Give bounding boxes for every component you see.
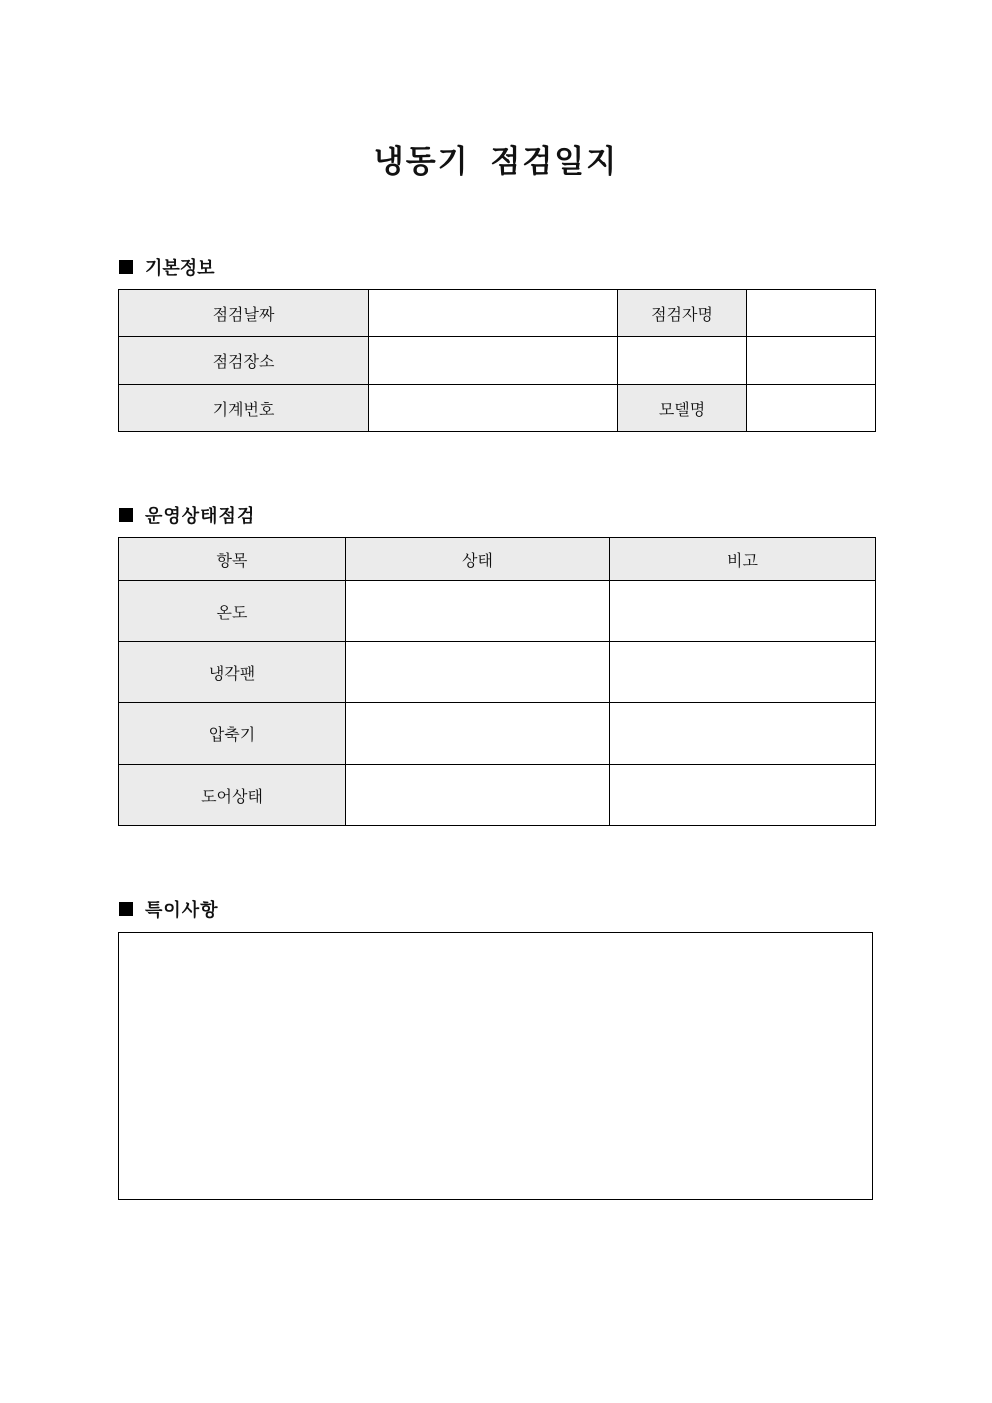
- field-temperature-status[interactable]: [346, 581, 610, 642]
- field-inspection-date[interactable]: [369, 290, 618, 337]
- field-blank-value[interactable]: [747, 337, 876, 385]
- field-temperature-note[interactable]: [610, 581, 876, 642]
- section-title: 운영상태점검: [145, 506, 256, 527]
- section-title: 기본정보: [145, 258, 215, 279]
- table-row: [119, 642, 876, 703]
- column-header-note: 비고: [610, 538, 876, 581]
- field-cooling-fan-status[interactable]: [346, 642, 610, 703]
- section-heading-remarks: [119, 896, 219, 922]
- section-heading-basic-info: [119, 254, 215, 280]
- row-label-door-status: 도어상태: [119, 765, 346, 826]
- field-model-name[interactable]: [747, 385, 876, 432]
- square-bullet-icon: [119, 260, 133, 274]
- table-row: [119, 337, 876, 385]
- section-title: 특이사항: [145, 900, 219, 921]
- table-row: [119, 703, 876, 765]
- field-inspector-name[interactable]: [747, 290, 876, 337]
- label-inspection-date: 점검날짜: [119, 290, 369, 337]
- table-header-row: [119, 538, 876, 581]
- section-heading-operation-check: [119, 502, 255, 528]
- table-row: [119, 385, 876, 432]
- row-label-cooling-fan: 냉각팬: [119, 642, 346, 703]
- table-row: [119, 765, 876, 826]
- label-inspection-location: 점검장소: [119, 337, 369, 385]
- field-compressor-status[interactable]: [346, 703, 610, 765]
- field-compressor-note[interactable]: [610, 703, 876, 765]
- column-header-status: 상태: [346, 538, 610, 581]
- operation-check-table: [118, 537, 876, 826]
- field-cooling-fan-note[interactable]: [610, 642, 876, 703]
- label-inspector-name: 점검자명: [618, 290, 747, 337]
- field-door-status[interactable]: [346, 765, 610, 826]
- table-row: [119, 581, 876, 642]
- field-machine-number[interactable]: [369, 385, 618, 432]
- label-machine-number: 기계번호: [119, 385, 369, 432]
- field-blank-label[interactable]: [618, 337, 747, 385]
- table-row: [119, 290, 876, 337]
- field-door-note[interactable]: [610, 765, 876, 826]
- row-label-temperature: 온도: [119, 581, 346, 642]
- square-bullet-icon: [119, 508, 133, 522]
- document-title: 냉동기 점검일지: [373, 144, 619, 180]
- remarks-box[interactable]: [118, 932, 873, 1200]
- label-model-name: 모델명: [618, 385, 747, 432]
- field-inspection-location[interactable]: [369, 337, 618, 385]
- column-header-item: 항목: [119, 538, 346, 581]
- basic-info-table: [118, 289, 876, 432]
- square-bullet-icon: [119, 902, 133, 916]
- row-label-compressor: 압축기: [119, 703, 346, 765]
